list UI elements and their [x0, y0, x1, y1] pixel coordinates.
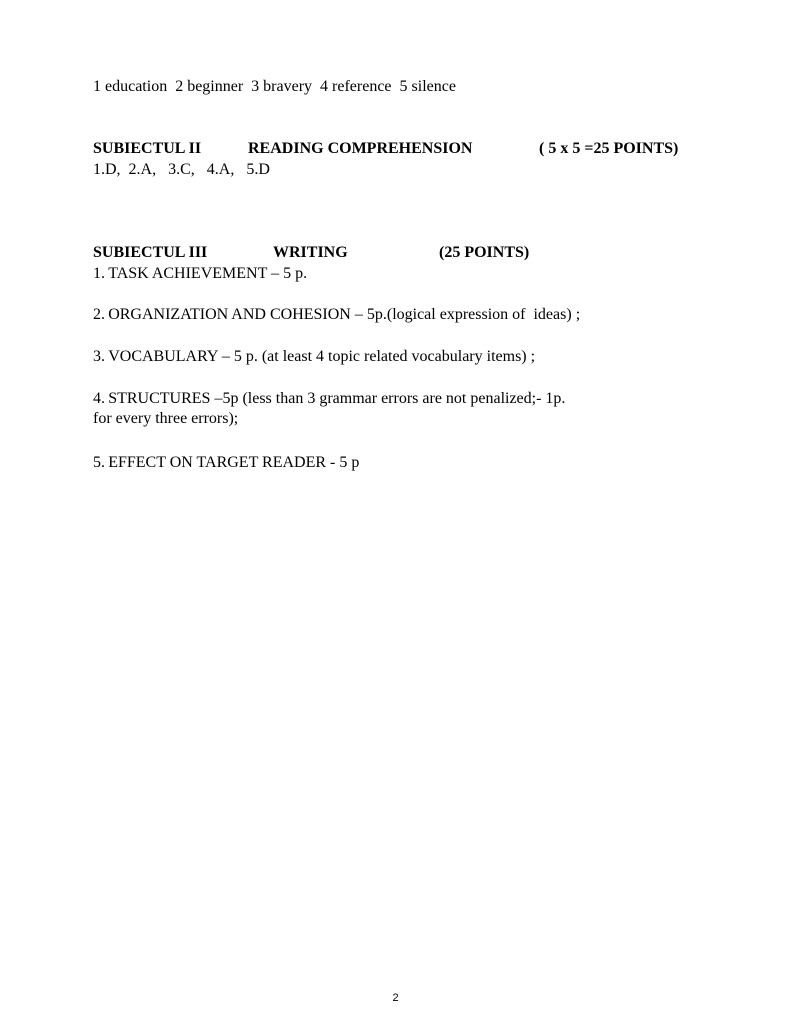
section-2-label: SUBIECTUL II	[93, 140, 202, 157]
section-2-heading	[93, 139, 713, 159]
criterion-task-achievement: 1. TASK ACHIEVEMENT – 5 p.	[93, 265, 308, 282]
answers-part-1: 1 education 2 beginner 3 bravery 4 reference 5 silence	[93, 78, 456, 95]
section-3-heading	[93, 243, 713, 263]
section-3-label: SUBIECTUL III	[93, 244, 208, 261]
criterion-structures-continued: for every three errors);	[93, 410, 239, 427]
section-3-points: (25 POINTS)	[439, 244, 530, 261]
criterion-effect-on-reader: 5. EFFECT ON TARGET READER - 5 p	[93, 454, 360, 471]
page-number: 2	[392, 992, 399, 1004]
section-3-title: WRITING	[273, 244, 348, 261]
criterion-vocabulary: 3. VOCABULARY – 5 p. (at least 4 topic related vocabulary items) ;	[93, 348, 536, 365]
section-2-points: ( 5 x 5 =25 POINTS)	[539, 140, 679, 157]
section-2-title: READING COMPREHENSION	[248, 140, 473, 157]
criterion-organization: 2. ORGANIZATION AND COHESION – 5p.(logical expression of ideas) ;	[93, 306, 581, 323]
criterion-structures: 4. STRUCTURES –5p (less than 3 grammar errors are not penalized;- 1p.	[93, 390, 566, 407]
answers-part-2: 1.D, 2.A, 3.C, 4.A, 5.D	[93, 161, 270, 178]
